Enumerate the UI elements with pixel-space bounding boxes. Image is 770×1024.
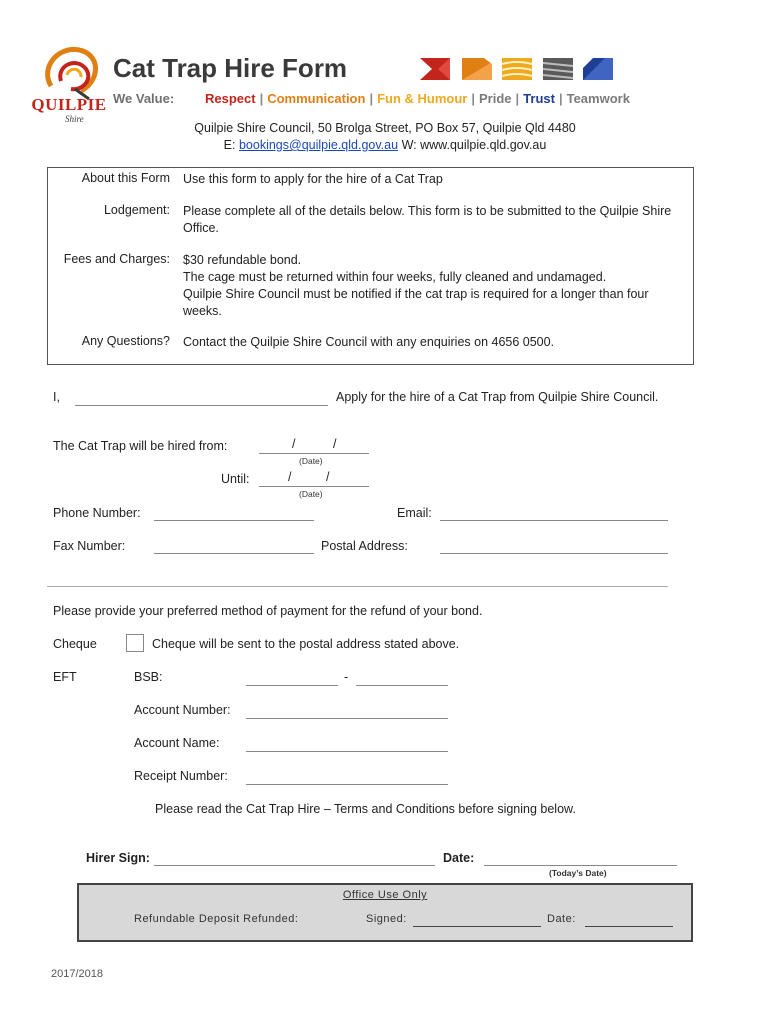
date-slash: /	[326, 470, 330, 484]
terms-note: Please read the Cat Trap Hire – Terms and Conditions before signing below.	[155, 802, 576, 816]
bsb-field-part1[interactable]	[246, 685, 338, 686]
value-separator: |	[369, 91, 374, 106]
value-separator: |	[471, 91, 475, 106]
cheque-label: Cheque	[53, 637, 97, 651]
receipt-number-field[interactable]	[246, 784, 448, 785]
footer-year: 2017/2018	[51, 968, 103, 980]
office-use-title: Office Use Only	[342, 889, 428, 901]
hired-from-date-field[interactable]	[259, 453, 369, 454]
decor-tile-grey	[543, 58, 573, 80]
postal-label: Postal Address:	[321, 539, 408, 553]
account-number-label: Account Number:	[134, 703, 231, 717]
phone-field[interactable]	[154, 520, 314, 521]
signature-date-label: Date:	[443, 851, 475, 865]
decor-tile-gold	[502, 58, 532, 80]
values-label: We Value:	[113, 91, 175, 106]
eft-label: EFT	[53, 670, 77, 684]
hirer-sign-label: Hirer Sign:	[86, 851, 150, 865]
account-name-label: Account Name:	[134, 736, 220, 750]
logo-subtext: Shire	[65, 114, 84, 124]
fees-line-notify: Quilpie Shire Council must be notified if the cat trap is required for a longer than four weeks.	[183, 287, 649, 318]
todays-date-hint: (Today’s Date)	[549, 868, 607, 878]
section-divider	[47, 586, 668, 587]
value-respect: Respect	[205, 91, 256, 106]
value-fun-humour: Fun & Humour	[377, 91, 468, 106]
quilpie-logo	[31, 41, 107, 127]
questions-label: Any Questions?	[81, 334, 170, 348]
fees-label: Fees and Charges:	[63, 252, 170, 266]
lodgement-label: Lodgement:	[103, 203, 170, 217]
decor-tile-blue	[583, 58, 613, 80]
bsb-field-part2[interactable]	[356, 685, 448, 686]
fees-line-bond: $30 refundable bond.	[183, 253, 302, 267]
date-hint: (Date)	[299, 456, 323, 466]
decor-tile-red	[420, 58, 450, 80]
date-slash: /	[292, 437, 296, 451]
value-trust: Trust	[523, 91, 555, 106]
applicant-name-field[interactable]	[75, 405, 328, 406]
council-address: Quilpie Shire Council, 50 Brolga Street, PO Box 57, Quilpie Qld 4480	[194, 121, 576, 135]
office-date-label: Date:	[547, 913, 576, 925]
until-date-field[interactable]	[259, 486, 369, 487]
hirer-sign-field[interactable]	[154, 865, 435, 866]
date-slash: /	[288, 470, 292, 484]
fax-label: Fax Number:	[53, 539, 126, 553]
cheque-text: Cheque will be sent to the postal address stated above.	[152, 637, 460, 651]
i-label: I,	[53, 390, 60, 404]
fax-field[interactable]	[154, 553, 314, 554]
account-name-field[interactable]	[246, 751, 448, 752]
web-prefix: W:	[401, 138, 417, 152]
cheque-checkbox[interactable]	[126, 634, 144, 652]
email-label: Email:	[397, 506, 432, 520]
email-link[interactable]: bookings@quilpie.qld.gov.au	[238, 138, 399, 152]
about-label: About this Form	[81, 171, 170, 185]
value-pride: Pride	[479, 91, 512, 106]
value-teamwork: Teamwork	[566, 91, 630, 106]
office-signed-label: Signed:	[366, 913, 407, 925]
hired-from-label: The Cat Trap will be hired from:	[53, 439, 228, 453]
until-label: Until:	[221, 472, 250, 486]
date-slash: /	[333, 437, 337, 451]
lodgement-text: Please complete all of the details below. This form is to be submitted to the Quilpie Shire Office.	[183, 204, 672, 235]
value-separator: |	[259, 91, 264, 106]
email-field[interactable]	[440, 520, 668, 521]
office-signed-field[interactable]	[413, 926, 541, 927]
decor-tile-orange	[462, 58, 492, 80]
office-date-field[interactable]	[585, 926, 673, 927]
apply-text: Apply for the hire of a Cat Trap from Quilpie Shire Council.	[336, 390, 659, 404]
contact-line	[0, 138, 770, 152]
values-list	[205, 91, 630, 106]
signature-date-field[interactable]	[484, 865, 677, 866]
bsb-label: BSB:	[134, 670, 163, 684]
postal-address-field[interactable]	[440, 553, 668, 554]
office-use-box	[77, 883, 693, 942]
payment-prompt: Please provide your preferred method of payment for the refund of your bond.	[53, 604, 483, 618]
bsb-dash: -	[344, 670, 349, 684]
page-title: Cat Trap Hire Form	[113, 53, 348, 83]
web-address: www.quilpie.qld.gov.au	[420, 138, 547, 152]
fees-line-return: The cage must be returned within four weeks, fully cleaned and undamaged.	[183, 270, 607, 284]
value-communication: Communication	[267, 91, 366, 106]
questions-text: Contact the Quilpie Shire Council with any enquiries on 4656 0500.	[183, 335, 555, 349]
email-prefix: E:	[223, 138, 236, 152]
receipt-number-label: Receipt Number:	[134, 769, 228, 783]
value-separator: |	[515, 91, 520, 106]
date-hint: (Date)	[299, 489, 323, 499]
logo-text: QUILPIE	[31, 95, 107, 114]
about-text: Use this form to apply for the hire of a Cat Trap	[183, 172, 443, 186]
value-separator: |	[558, 91, 563, 106]
phone-label: Phone Number:	[53, 506, 141, 520]
fees-text	[183, 252, 683, 320]
account-number-field[interactable]	[246, 718, 448, 719]
deposit-refunded-label: Refundable Deposit Refunded:	[134, 913, 299, 925]
